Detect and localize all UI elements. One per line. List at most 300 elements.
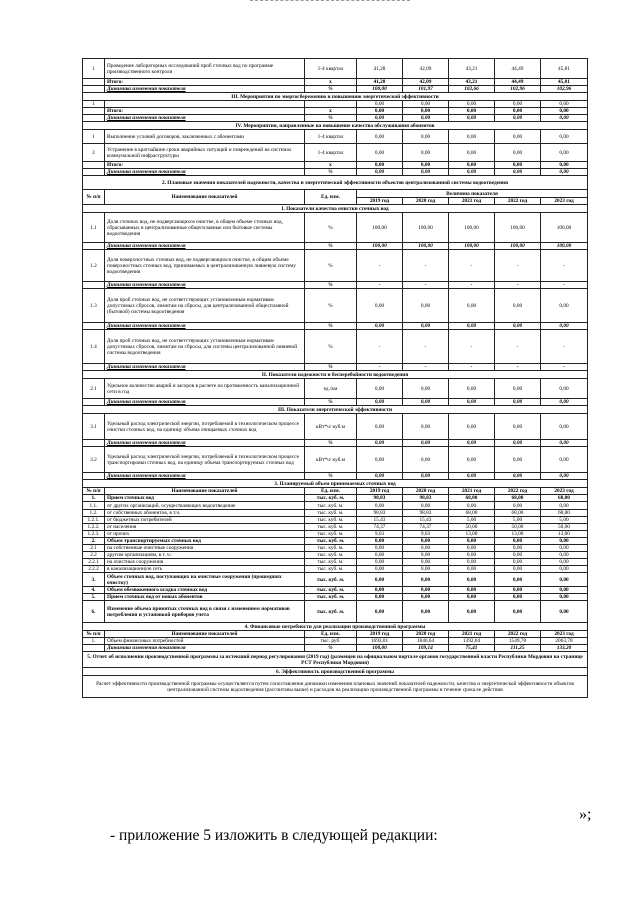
row-number: 1. (83, 495, 105, 502)
row-value: 0,00 (541, 538, 588, 545)
row-value: 5,00 (541, 517, 588, 524)
row-value: 0,00 (495, 115, 541, 122)
row-name: Динамика изменения показателя (105, 115, 305, 122)
section-title: IV. Мероприятия, направленные на повышение качества обслуживания абонентов (83, 122, 588, 130)
row-value: 68,00 (541, 495, 588, 502)
row-value: 15,43 (403, 517, 449, 524)
header-unit: Ед. изм. (305, 488, 357, 495)
row-number: 1 (83, 101, 105, 108)
table-row (83, 524, 588, 531)
row-value: 98,83 (357, 510, 403, 517)
header-year: 2020 год (403, 631, 449, 638)
row-value: 0,00 (403, 573, 449, 587)
row-number (83, 399, 105, 406)
table-row (83, 414, 588, 440)
row-number: 1.2.2. (83, 524, 105, 531)
row-name: от бюджетных потребителей (105, 517, 305, 524)
row-value: 0,00 (449, 130, 495, 144)
row-number: 2.1 (83, 379, 105, 399)
row-number: 1.1 (83, 213, 105, 243)
row-name: Итого: (105, 108, 305, 115)
row-value: 111,25 (495, 645, 541, 652)
row-value: 0,00 (403, 101, 449, 108)
row-value: 41,28 (357, 59, 403, 79)
row-value: 0,00 (403, 594, 449, 601)
row-value: - (449, 330, 495, 364)
table-row (83, 144, 588, 162)
table-title: 2. Плановые значения показателей надежности, качества и энергетической эффективности объектов централизованной системы водоотведения (83, 176, 588, 190)
row-value: - (495, 250, 541, 282)
row-value: - (357, 250, 403, 282)
section-title: I. Показатели качества очистки сточных вод (83, 205, 588, 213)
row-value: 42,09 (403, 59, 449, 79)
row-value: 0,00 (541, 440, 588, 447)
row-number (83, 108, 105, 115)
row-value: 0,00 (357, 289, 403, 323)
table-row (83, 108, 588, 115)
row-value: - (403, 330, 449, 364)
row-value: - (449, 250, 495, 282)
row-unit: х (305, 79, 357, 86)
row-number: 1 (83, 59, 105, 79)
row-unit: % (305, 243, 357, 250)
row-number (83, 79, 105, 86)
header-row (83, 631, 588, 638)
row-number (83, 282, 105, 289)
row-name: на собственные очистные сооружения (105, 545, 305, 552)
row-value: 50,00 (449, 524, 495, 531)
row-name: Объем финансовых потребностей (105, 638, 305, 645)
row-value: 0,00 (357, 473, 403, 480)
row-value: 0,00 (541, 144, 588, 162)
row-number (83, 162, 105, 169)
row-name: Динамика изменения показателя (105, 323, 305, 330)
row-value: 102,66 (449, 86, 495, 93)
row-number: 1.3 (83, 289, 105, 323)
header-year: 2021 год (449, 631, 495, 638)
row-value: 0,00 (495, 399, 541, 406)
row-value: 100,00 (403, 243, 449, 250)
row-name: Доля поверхностных сточных вод, не подвергающихся очистке, в общем объеме поверхностных сточных вод, принимаемых в централизованную ливневую систему водоотведения (105, 250, 305, 282)
table-row (83, 495, 588, 502)
row-unit: % (305, 169, 357, 176)
row-value: 43,21 (449, 79, 495, 86)
row-name: Устранение в кратчайшие сроки аварийных ситуаций и повреждений на системах коммунальной инфраструктуры (105, 144, 305, 162)
row-value: 0,00 (403, 559, 449, 566)
row-value: 0,00 (357, 552, 403, 559)
row-name: от других организаций, осуществляющих водоотведение (105, 502, 305, 510)
row-value: 68,00 (449, 495, 495, 502)
row-value: 0,00 (541, 502, 588, 510)
row-value: 43,21 (449, 59, 495, 79)
row-value: 0,00 (541, 601, 588, 623)
row-value: 0,00 (449, 601, 495, 623)
row-value: 74,37 (403, 524, 449, 531)
row-value: 44,49 (495, 59, 541, 79)
row-value: 0,00 (449, 101, 495, 108)
row-unit: тыс. куб. м. (305, 524, 357, 531)
row-value: 0,00 (541, 169, 588, 176)
row-value: 0,00 (403, 399, 449, 406)
row-value: 0,00 (495, 559, 541, 566)
row-number: 1.2. (83, 510, 105, 517)
row-value: 0,00 (357, 559, 403, 566)
table-row (83, 379, 588, 399)
row-value: 0,00 (541, 162, 588, 169)
row-value: - (541, 250, 588, 282)
row-unit: % (305, 645, 357, 652)
row-value: 68,00 (495, 510, 541, 517)
row-value: 0,00 (495, 289, 541, 323)
row-value: - (357, 364, 403, 371)
row-value: 0,00 (357, 566, 403, 573)
row-value: 0,00 (357, 323, 403, 330)
row-number (83, 86, 105, 93)
row-value: - (495, 282, 541, 289)
row-value: - (357, 282, 403, 289)
row-value: 0,00 (403, 502, 449, 510)
section-row (83, 122, 588, 130)
row-value: 0,00 (495, 108, 541, 115)
row-number: 2. (83, 538, 105, 545)
program-table (82, 58, 588, 698)
row-value: 0,00 (357, 144, 403, 162)
table-row (83, 473, 588, 480)
row-value: 0,00 (449, 414, 495, 440)
row-value: 9,03 (403, 531, 449, 538)
row-unit: тыс. куб. м. (305, 510, 357, 517)
table-title: 6. Эффективность производственной программы (83, 668, 588, 676)
row-name: Динамика изменения показателя (105, 473, 305, 480)
row-value: 0,00 (357, 573, 403, 587)
header-year: 2022 год (495, 198, 541, 205)
row-value: 0,00 (403, 601, 449, 623)
row-value: - (541, 282, 588, 289)
row-value: 0,00 (357, 130, 403, 144)
row-name: Динамика изменения показателя (105, 399, 305, 406)
section-row (83, 205, 588, 213)
table-row (83, 323, 588, 330)
row-value: 102,96 (495, 86, 541, 93)
table-row (83, 79, 588, 86)
header-number: № п/п (83, 631, 105, 638)
row-value: 1549,78 (495, 638, 541, 645)
row-value: - (449, 364, 495, 371)
row-value: 0,00 (403, 130, 449, 144)
row-name: Прием сточных вод (105, 495, 305, 502)
row-value: 9,03 (357, 531, 403, 538)
table-row (83, 594, 588, 601)
row-name: Динамика изменения показателя (105, 364, 305, 371)
row-value: 0,00 (541, 108, 588, 115)
table-row (83, 243, 588, 250)
header-year: 2019 год (357, 198, 403, 205)
row-value: 0,00 (357, 414, 403, 440)
header-name: Наименование показателей (105, 488, 305, 495)
header-year: 2021 год (449, 198, 495, 205)
header-year: 2021 год (449, 488, 495, 495)
row-unit: % (305, 213, 357, 243)
row-value: 68,00 (541, 510, 588, 517)
row-name: в канализационную сеть (105, 566, 305, 573)
closing-quote: »; (579, 806, 592, 823)
row-unit: тыс. куб. м. (305, 573, 357, 587)
row-value: 0,00 (495, 379, 541, 399)
row-value: 0,00 (495, 130, 541, 144)
row-unit: тыс. куб. м. (305, 559, 357, 566)
row-number: 5. (83, 594, 105, 601)
row-value: 5,00 (449, 517, 495, 524)
row-value: 0,00 (495, 502, 541, 510)
row-value: 0,00 (449, 399, 495, 406)
row-number (83, 473, 105, 480)
header-year: 2020 год (403, 488, 449, 495)
row-name: Удельное количество аварий и засоров в расчете на протяженность канализационной сети в год (105, 379, 305, 399)
row-unit: ед./км (305, 379, 357, 399)
table-row (83, 282, 588, 289)
table-row (83, 162, 588, 169)
document-body (82, 58, 587, 698)
table-row (83, 330, 588, 364)
row-value: 0,00 (541, 573, 588, 587)
row-value: 0,00 (403, 587, 449, 594)
row-value: 13,00 (495, 531, 541, 538)
row-name: от прочих (105, 531, 305, 538)
row-value: 0,00 (449, 115, 495, 122)
row-value: 0,00 (449, 545, 495, 552)
header-row (83, 190, 588, 198)
row-value: 0,00 (541, 323, 588, 330)
row-value: 0,00 (495, 162, 541, 169)
table-row (83, 638, 588, 645)
table-row (83, 213, 588, 243)
row-value: 0,00 (449, 289, 495, 323)
header-number: № п/п (83, 190, 105, 205)
row-name (105, 101, 305, 108)
row-number: 2.2 (83, 552, 105, 559)
row-value: 0,00 (495, 594, 541, 601)
row-value: 0,00 (357, 115, 403, 122)
row-unit: х (305, 108, 357, 115)
section-title: II. Показатели надежности и бесперебойности водоотведения (83, 371, 588, 379)
row-value: 45,81 (541, 59, 588, 79)
row-name: другим организациям, в т. ч.: (105, 552, 305, 559)
row-number (83, 645, 105, 652)
row-value: 102,96 (541, 86, 588, 93)
header-year: 2022 год (495, 488, 541, 495)
table-row (83, 250, 588, 282)
row-number: 1.4 (83, 330, 105, 364)
row-value: 0,00 (357, 447, 403, 473)
row-unit: % (305, 282, 357, 289)
table-row (83, 59, 588, 79)
row-value: 0,00 (449, 169, 495, 176)
row-value: 100,00 (495, 213, 541, 243)
row-unit: % (305, 473, 357, 480)
row-name: на очистные сооружения (105, 559, 305, 566)
table-row (83, 86, 588, 93)
table-row (83, 517, 588, 524)
row-name: Доля проб сточных вод, не соответствующих установленным нормативам допустимых сбросов, лимитам на сбросы, для системы централизованной ливневой системы водоотведения (105, 330, 305, 364)
page-top-artifact (250, 0, 410, 5)
row-unit: тыс. куб. м. (305, 587, 357, 594)
row-value: - (403, 250, 449, 282)
row-value: 0,00 (357, 538, 403, 545)
row-value: - (403, 282, 449, 289)
row-name: Изменение объема принятых сточных вод в связи с изменением нормативов потребления и установкой приборов учета (105, 601, 305, 623)
header-year: 2019 год (357, 488, 403, 495)
row-value: 0,00 (541, 545, 588, 552)
row-name: Динамика изменения показателя (105, 440, 305, 447)
row-value: 0,00 (449, 473, 495, 480)
row-value: 0,00 (541, 101, 588, 108)
row-value: 0,00 (541, 399, 588, 406)
table-row (83, 115, 588, 122)
row-number (83, 323, 105, 330)
row-value: 0,00 (403, 545, 449, 552)
table-row (83, 566, 588, 573)
row-number (83, 243, 105, 250)
section-4-title (83, 623, 588, 631)
row-value: 0,00 (357, 594, 403, 601)
row-value: 100,00 (357, 243, 403, 250)
row-value: 0,00 (495, 414, 541, 440)
row-value: 0,00 (449, 323, 495, 330)
table-row (83, 587, 588, 594)
row-value: 0,00 (495, 573, 541, 587)
row-unit: % (305, 440, 357, 447)
row-unit: % (305, 289, 357, 323)
row-unit: тыс. куб. м. (305, 531, 357, 538)
table-row (83, 531, 588, 538)
row-value: 0,00 (495, 566, 541, 573)
row-number: 1. (83, 638, 105, 645)
row-value: 0,00 (357, 101, 403, 108)
row-value: 0,00 (495, 545, 541, 552)
row-value: 0,00 (449, 108, 495, 115)
table-row (83, 645, 588, 652)
row-value: 0,00 (357, 502, 403, 510)
row-value: 0,00 (495, 601, 541, 623)
row-value: 0,00 (541, 414, 588, 440)
row-value: 0,00 (357, 587, 403, 594)
row-number: 6. (83, 601, 105, 623)
row-value: 0,00 (357, 162, 403, 169)
row-value: 0,00 (403, 414, 449, 440)
row-name: Итого: (105, 79, 305, 86)
row-value: 0,00 (449, 559, 495, 566)
section-6-title (83, 668, 588, 676)
header-number: № п/п (83, 488, 105, 495)
row-value: 101,97 (403, 86, 449, 93)
row-value: 13,00 (541, 531, 588, 538)
row-value: 100,00 (357, 86, 403, 93)
row-value: 98,83 (403, 495, 449, 502)
row-value: 0,00 (449, 379, 495, 399)
row-value: 100,00 (357, 645, 403, 652)
row-value: 1692,01 (357, 638, 403, 645)
row-value: - (541, 364, 588, 371)
section-2-title (83, 176, 588, 190)
row-value: - (449, 282, 495, 289)
row-unit: тыс. куб. м. (305, 502, 357, 510)
row-name: Динамика изменения показателя (105, 243, 305, 250)
row-value: 0,00 (357, 601, 403, 623)
row-name: Динамика изменения показателя (105, 86, 305, 93)
section-row (83, 406, 588, 414)
header-name: Наименование показателей (105, 631, 305, 638)
section-title: III. Показатели энергетической эффективности (83, 406, 588, 414)
row-value: 0,00 (449, 573, 495, 587)
row-value: 0,00 (403, 115, 449, 122)
row-unit: тыс. куб. м. (305, 552, 357, 559)
row-value: 75,41 (449, 645, 495, 652)
table-row (83, 545, 588, 552)
row-unit: % (305, 86, 357, 93)
row-value: 0,00 (403, 144, 449, 162)
row-unit: кВт*ч/ куб.м (305, 447, 357, 473)
row-value: 0,00 (449, 502, 495, 510)
section-row (83, 93, 588, 101)
section-5-text (83, 652, 588, 668)
row-value: 0,00 (449, 144, 495, 162)
table-row (83, 364, 588, 371)
row-value: 0,00 (403, 323, 449, 330)
row-value: 42,09 (403, 79, 449, 86)
row-unit: тыс. куб. м. (305, 538, 357, 545)
header-group: Величина показателя (357, 190, 588, 198)
header-year: 2023 год (541, 198, 588, 205)
table-title: 5. Отчет об исполнении производственной программы за истекший период регулирования (2019 год) (размещен на официальном портале органов государственной власти Республики Мордовия на странице РСТ Республики Мордовия) (83, 652, 588, 668)
row-value: 1846,64 (403, 638, 449, 645)
row-value: 0,00 (541, 379, 588, 399)
row-number: 2.2.1 (83, 559, 105, 566)
row-unit: 1-4 квартал (305, 130, 357, 144)
row-name: Удельный расход электрической энергии, потребляемой в технологическом процессе транспортировки сточных вод, на единицу объема транспортируемых сточных вод (105, 447, 305, 473)
row-value: 5,00 (495, 517, 541, 524)
row-value: 0,00 (449, 447, 495, 473)
row-value: 100,00 (541, 243, 588, 250)
row-value: 0,00 (495, 538, 541, 545)
header-year: 2023 год (541, 631, 588, 638)
row-value: 0,00 (541, 587, 588, 594)
row-value: - (541, 330, 588, 364)
row-number: 3.1 (83, 414, 105, 440)
row-value: 0,00 (403, 169, 449, 176)
row-value: 15,43 (357, 517, 403, 524)
row-unit: кВт*ч/ куб.м (305, 414, 357, 440)
row-value: 0,00 (495, 144, 541, 162)
row-value: 0,00 (495, 169, 541, 176)
row-number: 1.1. (83, 502, 105, 510)
row-value: 13,00 (449, 531, 495, 538)
table-row (83, 559, 588, 566)
row-unit: тыс. куб. м. (305, 517, 357, 524)
row-name: Проведение лабораторных исследований проб сточных вод по программе производственного контроля (105, 59, 305, 79)
row-name: Объем сточных вод, поступающих на очистные сооружения (прошедших очистку) (105, 573, 305, 587)
row-number: 1.2.1. (83, 517, 105, 524)
table-row (83, 510, 588, 517)
row-name: от собственных абонентов, в т.ч. (105, 510, 305, 517)
row-value: 0,00 (449, 552, 495, 559)
row-unit: 1-4 квартал (305, 144, 357, 162)
row-value: 68,00 (495, 495, 541, 502)
row-value: 0,00 (495, 552, 541, 559)
row-value: 44,49 (495, 79, 541, 86)
row-value: 0,00 (403, 538, 449, 545)
header-unit: Ед. изм. (305, 631, 357, 638)
table-title: 3. Планируемый объем принимаемых сточных вод (83, 480, 588, 488)
